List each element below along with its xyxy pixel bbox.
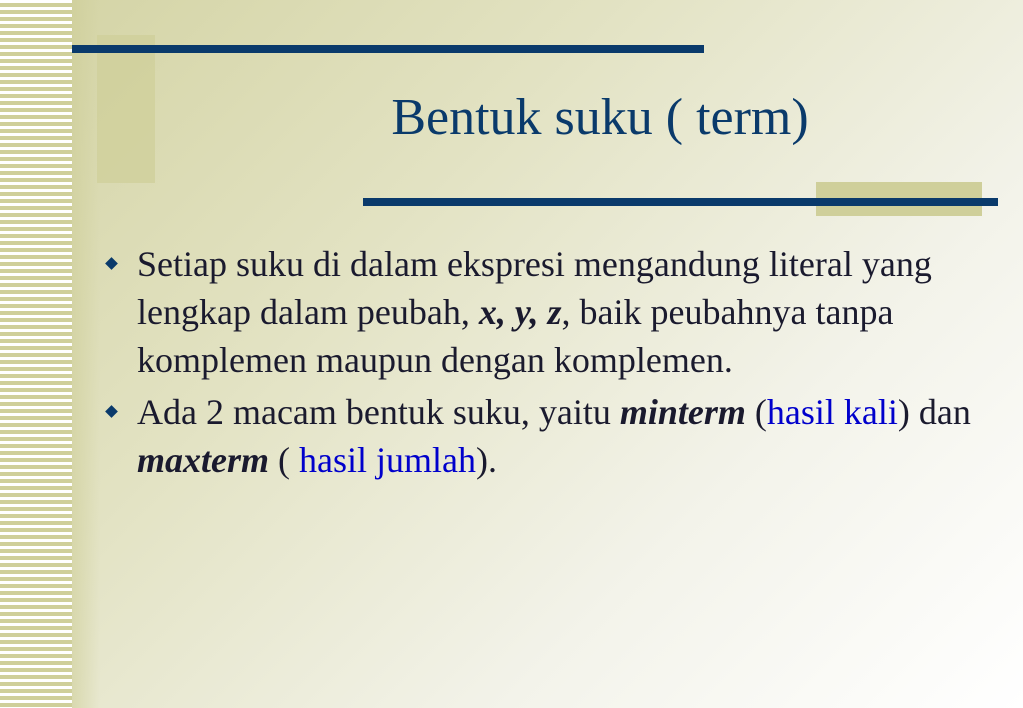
bullet-text: , baik peubahnya tanpa komplemen maupun dengan komplemen. (137, 292, 894, 380)
bullet-item-literal (100, 240, 990, 384)
stripe-band-fade (72, 0, 100, 708)
paren-text: ( (745, 392, 767, 432)
paren-text: ). (475, 440, 497, 480)
slide-title: Bentuk suku ( term) (391, 89, 809, 146)
bullet-text: Ada 2 macam bentuk suku, yaitu (137, 392, 620, 432)
minterm-meaning: hasil kali (766, 392, 898, 432)
maxterm-term: maxterm (137, 440, 269, 480)
maxterm-meaning: hasil jumlah (299, 440, 476, 480)
bullet-text: Setiap suku di dalam ekspresi mengandung literal yang lengkap dalam peubah, (137, 244, 932, 332)
paren-text: ( (269, 440, 299, 480)
paren-text: ) dan (897, 392, 971, 432)
accent-block-left (97, 35, 155, 183)
decorative-stripe-band (0, 0, 72, 708)
bottom-rule (363, 198, 998, 206)
bullet-list (100, 240, 990, 488)
top-rule (72, 45, 704, 53)
bullet-item-term-types (100, 388, 990, 484)
variables-emphasis: x, y, z (478, 292, 562, 332)
minterm-term: minterm (619, 392, 746, 432)
diamond-bullet-icon (105, 405, 118, 418)
diamond-bullet-icon (105, 257, 118, 270)
